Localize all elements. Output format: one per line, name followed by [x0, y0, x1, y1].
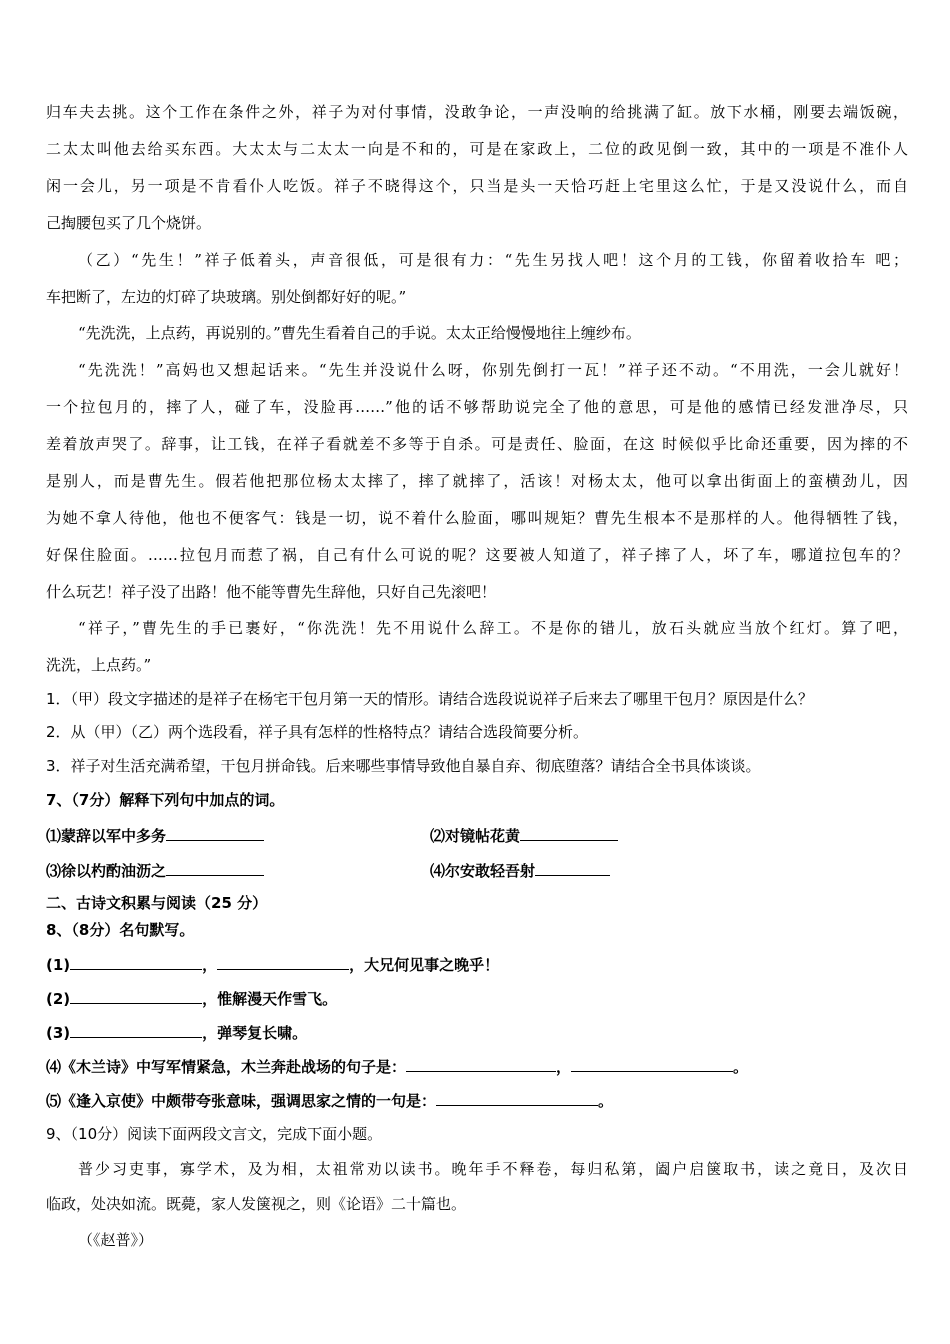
- passage-line: “先洗洗！”高妈也又想起话来。“先生并没说什么呀，你别先倒打一瓦！”祥子还不动。“不用洗，一会儿就好！: [78, 361, 908, 379]
- answer-blank[interactable]: [217, 954, 349, 970]
- passage-line: 己掏腰包买了几个烧饼。: [46, 214, 212, 232]
- answer-blank[interactable]: [70, 988, 202, 1004]
- passage-line: 洗洗，上点药。”: [46, 656, 152, 674]
- passage-line: 什么玩艺！祥子没了出路！他不能等曹先生辞他，只好自己先滚吧！: [46, 583, 497, 601]
- question-title: 7、（7分）解释下列句中加点的词。: [46, 791, 285, 809]
- passage-line: （乙）“先生！”祥子低着头，声音很低，可是很有力：“先生另找人吧！这个月的工钱，你留着收拾车 吧；: [78, 251, 908, 269]
- answer-blank[interactable]: [166, 825, 264, 841]
- question-title: 9、（10分）阅读下面两段文言文，完成下面小题。: [46, 1125, 383, 1143]
- vocab-item: ⑴蒙辞以军中多务: [46, 827, 167, 845]
- passage-line: 二太太叫他去给买东西。大太太与二太太一向是不和的，可是在家政上，二位的政见倒一致，其中的一项是不准仆人: [46, 140, 908, 158]
- question-item: 2．从（甲）（乙）两个选段看，祥子具有怎样的性格特点？请结合选段简要分析。: [46, 723, 589, 741]
- question-title: 8、（8分）名句默写。: [46, 921, 195, 939]
- answer-blank[interactable]: [70, 1022, 202, 1038]
- passage-line: 归车夫去挑。这个工作在条件之外，祥子为对付事情，没敢争论，一声没响的给挑满了缸。放下水桶，刚要去端饭碗，: [46, 103, 908, 121]
- passage-line: 是别人，而是曹先生。假若他把那位杨太太摔了，摔了就摔了，活该！对杨太太，他可以拿出街面上的蛮横劲儿，因: [46, 472, 908, 490]
- answer-blank[interactable]: [166, 860, 264, 876]
- recite-line: (1) ， ，大兄何见事之晚乎！: [46, 956, 500, 974]
- recite-line: (3) ，弹琴复长啸。: [46, 1024, 308, 1042]
- answer-blank[interactable]: [70, 954, 202, 970]
- source-citation: （《赵普》）: [78, 1231, 154, 1249]
- passage-line: 为她不拿人待他，他也不便客气：钱是一切，说不着什么脸面，哪叫规矩？曹先生根本不是那样的人。他得牺牲了钱，: [46, 509, 908, 527]
- question-item: 1．（甲）段文字描述的是祥子在杨宅干包月第一天的情形。请结合选段说说祥子后来去了哪里干包月？原因是什么？: [46, 690, 814, 708]
- answer-blank[interactable]: [535, 860, 610, 876]
- classical-text-line: 普少习吏事，寡学术，及为相，太祖常劝以读书。晚年手不释卷，每归私第，阖户启箧取书，读之竟日，及次日: [78, 1160, 908, 1178]
- answer-blank[interactable]: [436, 1090, 598, 1106]
- passage-line: “祥子，”曹先生的手已裹好，“你洗洗！先不用说什么辞工。不是你的错儿，放石头就应当放个红灯。算了吧，: [78, 619, 908, 637]
- classical-text-line: 临政，处决如流。既薨，家人发箧视之，则《论语》二十篇也。: [46, 1195, 467, 1213]
- vocab-row: [46, 825, 908, 846]
- vocab-row: [46, 860, 908, 881]
- vocab-item: ⑶徐以杓酌油沥之: [46, 862, 167, 880]
- recite-line: ⑷《木兰诗》中写军情紧急，木兰奔赴战场的句子是： ， 。: [46, 1058, 749, 1076]
- passage-line: 车把断了，左边的灯碎了块玻璃。别处倒都好好的呢。”: [46, 288, 407, 306]
- vocab-item: ⑷尔安敢轻吾射: [430, 862, 536, 880]
- passage-line: 闲一会儿，另一项是不肯看仆人吃饭。祥子不晓得这个，只当是头一天恰巧赶上宅里这么忙，于是又没说什么，而自: [46, 177, 908, 195]
- answer-blank[interactable]: [406, 1056, 556, 1072]
- recite-line: (2) ，惟解漫天作雪飞。: [46, 990, 338, 1008]
- passage-line: “先洗洗，上点药，再说别的。”曹先生看着自己的手说。太太正给慢慢地往上缠纱布。: [78, 324, 641, 342]
- answer-blank[interactable]: [571, 1056, 733, 1072]
- passage-line: 差着放声哭了。辞事，让工钱，在祥子看就差不多等于自杀。可是责任、脸面，在这 时候似乎比命还重要，因为摔的不: [46, 435, 908, 453]
- recite-line: ⑸《逢入京使》中颇带夸张意味，强调思家之情的一句是： 。: [46, 1092, 614, 1110]
- section-heading: 二、古诗文积累与阅读（25 分）: [46, 894, 268, 912]
- question-item: 3．祥子对生活充满希望，干包月拼命钱。后来哪些事情导致他自暴自弃、彻底堕落？请结合全书具体谈谈。: [46, 757, 761, 775]
- passage-line: 好保住脸面。……拉包月而惹了祸，自己有什么可说的呢？这要被人知道了，祥子摔了人，坏了车，哪道拉包车的？: [46, 546, 908, 564]
- passage-line: 一个拉包月的，摔了人，碰了车，没脸再……”他的话不够帮助说完全了他的意思，可是他的感情已经发泄净尽，只: [46, 398, 908, 416]
- vocab-item: ⑵对镜帖花黄: [430, 827, 521, 845]
- answer-blank[interactable]: [520, 825, 618, 841]
